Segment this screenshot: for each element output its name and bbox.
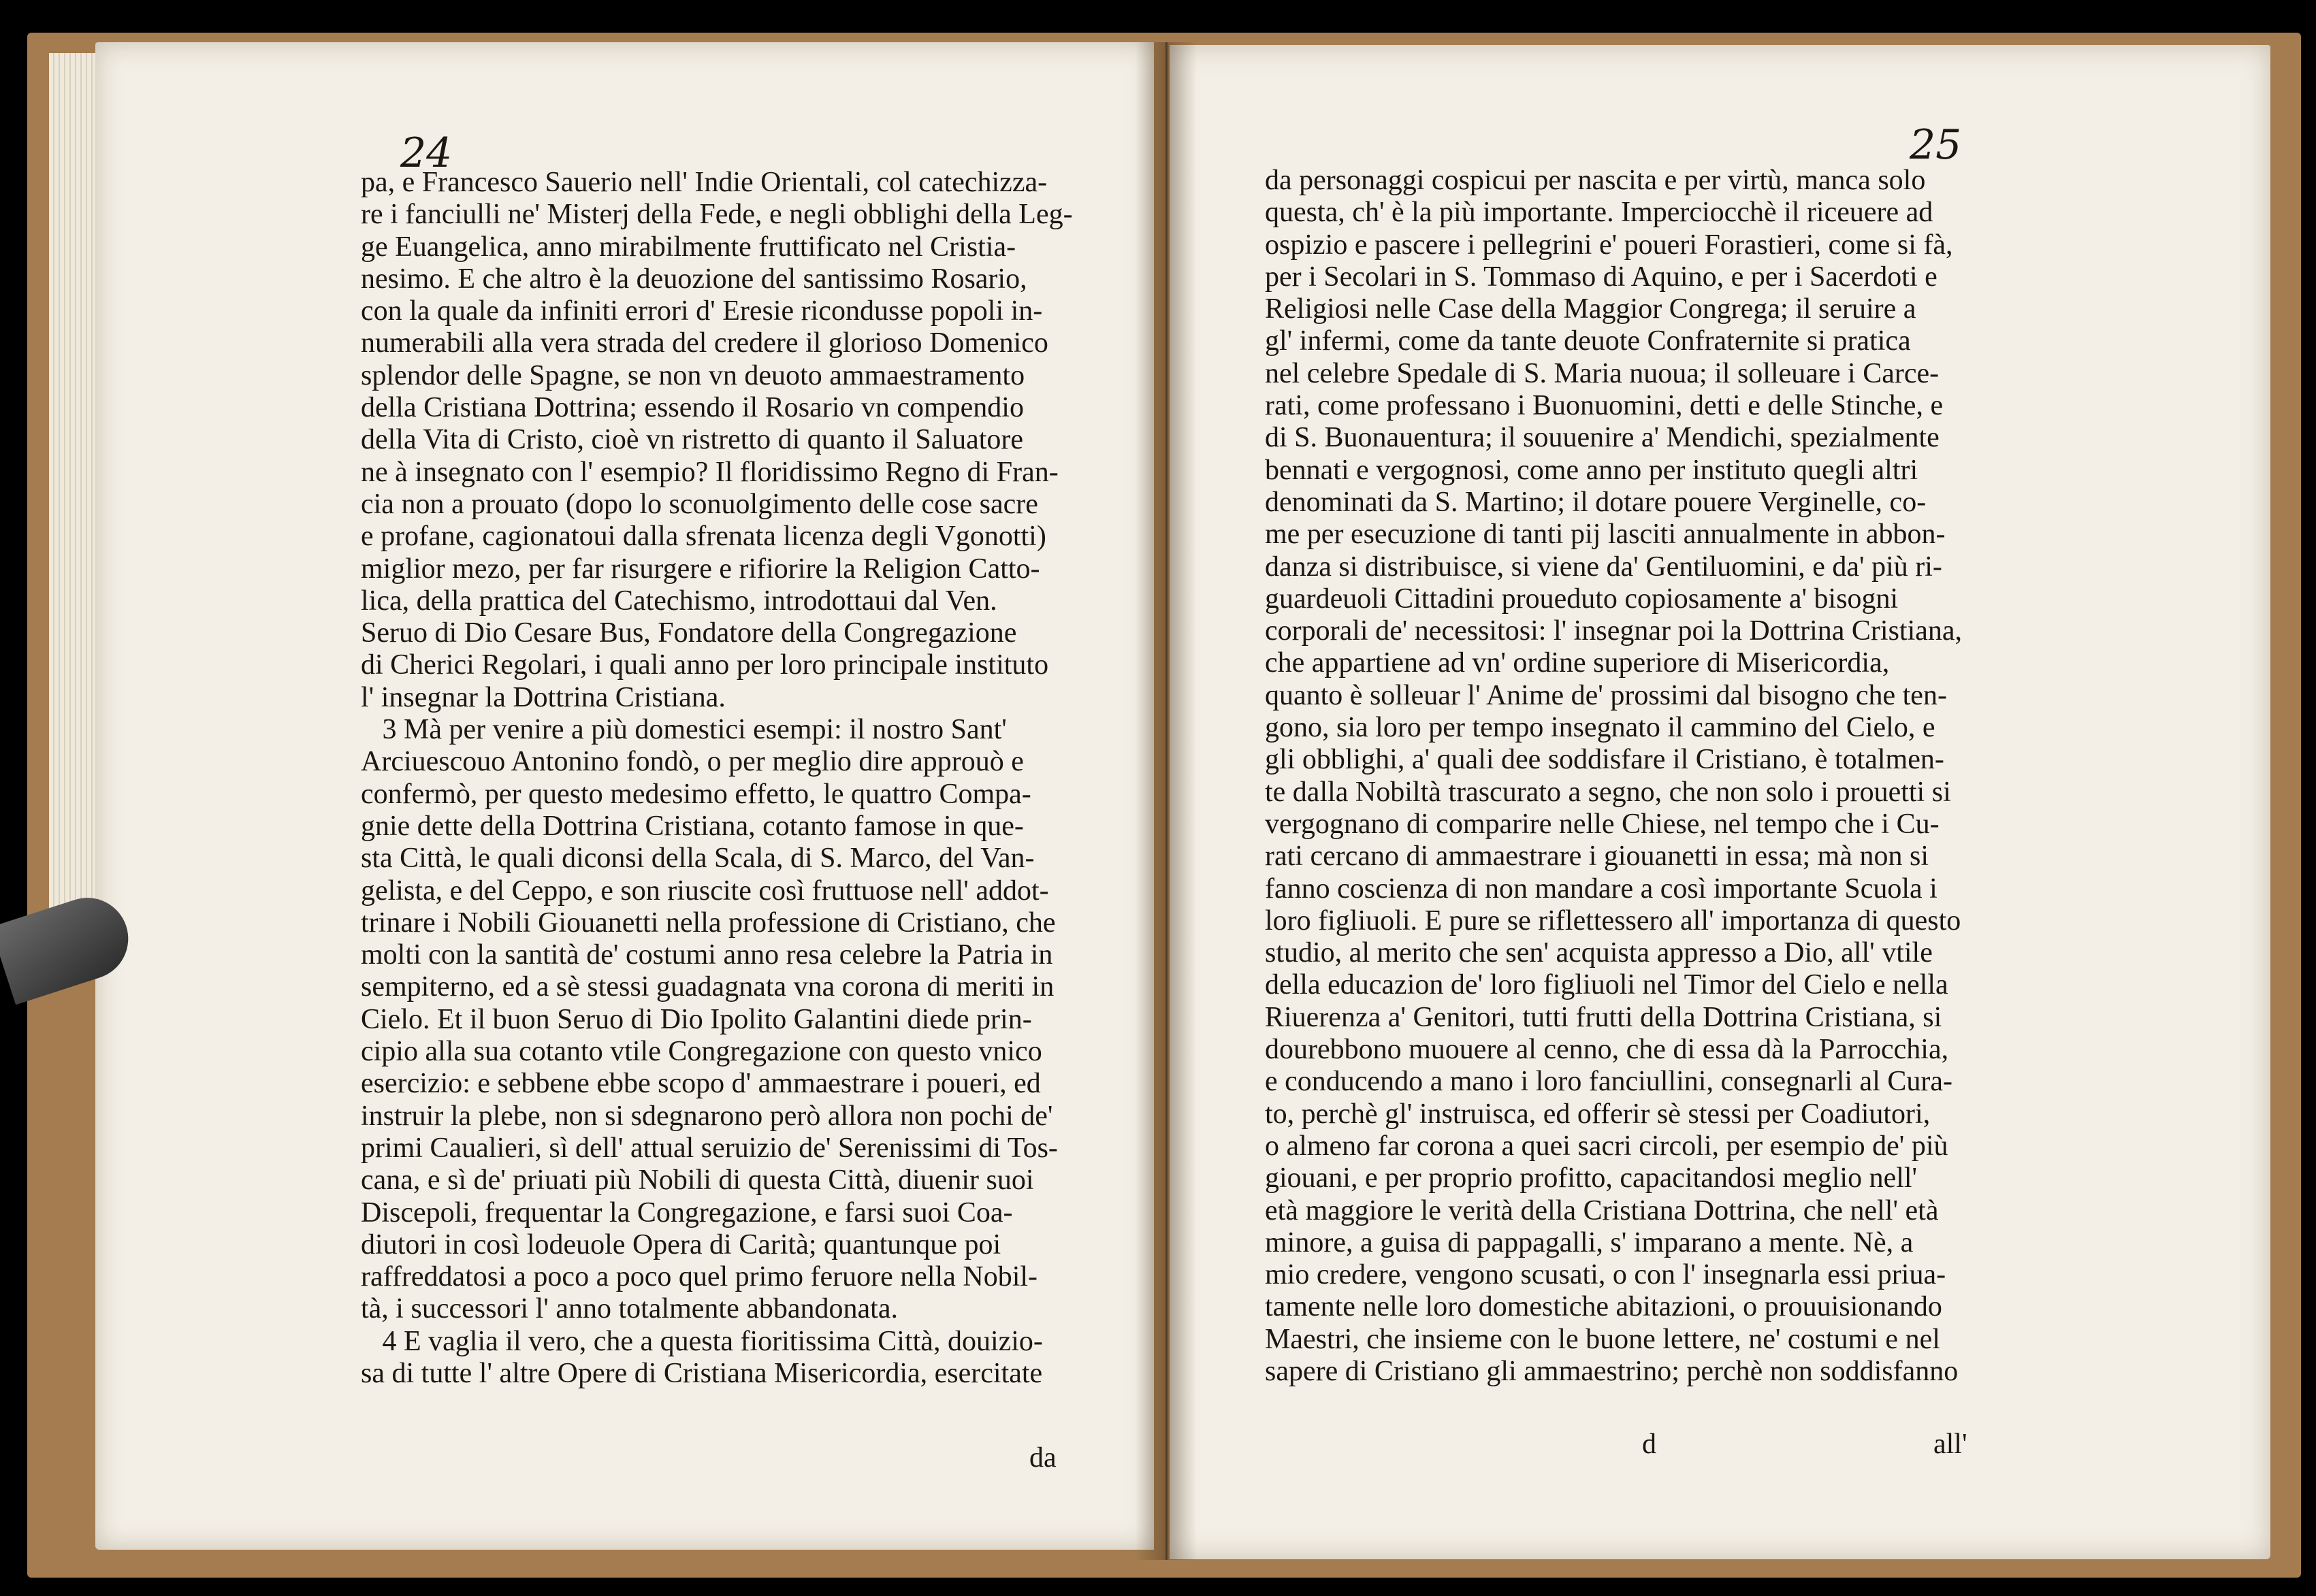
text-line: numerabili alla vera strada del credere il glorioso Domenico	[361, 327, 1048, 359]
text-line: e profane, cagionatoui dalla sfrenata licenza degli Vgonotti)	[361, 521, 1046, 553]
text-line: confermò, per questo medesimo effetto, le quattro Compa-	[361, 778, 1031, 810]
text-line: pa, e Francesco Sauerio nell' Indie Orientali, col catechizza-	[361, 167, 1048, 198]
text-line: tà, i successori l' anno totalmente abbandonata.	[361, 1293, 898, 1325]
text-line: Maestri, che insieme con le buone lettere, ne' costumi e nel	[1265, 1323, 1940, 1355]
text-line: Seruo di Dio Cesare Bus, Fondatore della Congregazione	[361, 617, 1017, 649]
text-line: corporali de' necessitosi: l' insegnar poi la Dottrina Cristiana,	[1265, 615, 1963, 647]
text-line: della Cristiana Dottrina; essendo il Rosario vn compendio	[361, 392, 1024, 424]
text-line: da personaggi cospicui per nascita e per virtù, manca solo	[1265, 165, 1926, 196]
left-page-number: 24	[400, 129, 453, 177]
text-line: gono, sia loro per tempo insegnato il cammino del Cielo, e	[1265, 712, 1935, 744]
text-line: rati cercano di ammaestrare i giouanetti in essa; mà non si	[1265, 841, 1929, 873]
text-line: con la quale da infiniti errori d' Eresie ricondusse popoli in-	[361, 295, 1043, 327]
text-line: molti con la santità de' costumi anno resa celebre la Patria in	[361, 939, 1053, 971]
text-line: ge Euangelica, anno mirabilmente fruttificato nel Cristia-	[361, 231, 1016, 263]
text-line: che appartiene ad vn' ordine superiore di Misericordia,	[1265, 647, 1890, 679]
text-line: o almeno far corona a quei sacri circoli, per esempio de' più	[1265, 1130, 1948, 1162]
text-line: to, perchè gl' instruisca, ed offerir sè stessi per Coadiutori,	[1265, 1098, 1931, 1130]
text-line: gli obblighi, a' quali dee soddisfare il Cristiano, è totalmen-	[1265, 744, 1944, 776]
text-line: sa di tutte l' altre Opere di Cristiana Misericordia, esercitate	[361, 1357, 1043, 1389]
text-line: cia non a prouato (dopo lo sconuolgimento delle cose sacre	[361, 488, 1038, 520]
text-line: per i Secolari in S. Tommaso di Aquino, e per i Sacerdoti e	[1265, 261, 1937, 293]
text-line: fanno coscienza di non mandare a così importante Scuola i	[1265, 873, 1937, 905]
text-line: re i fanciulli ne' Misterj della Fede, e negli obblighi della Leg-	[361, 199, 1073, 231]
right-signature: d	[1642, 1429, 1656, 1460]
book-gutter	[1136, 42, 1197, 1560]
text-line: Discepoli, frequentar la Congregazione, e farsi suoi Coa-	[361, 1196, 1013, 1228]
text-line: esercizio: e sebbene ebbe scopo d' ammaestrare i poueri, ed	[361, 1068, 1041, 1100]
text-line: dourebbono muouere al cenno, che di essa dà la Parrocchia,	[1265, 1034, 1949, 1066]
text-line: rati, come professano i Buonuomini, detti e delle Stinche, e	[1265, 390, 1944, 422]
text-line: quanto è solleuar l' Anime de' prossimi dal bisogno che ten-	[1265, 679, 1947, 711]
text-line: guardeuoli Cittadini proueduto copiosamente a' bisogni	[1265, 583, 1899, 615]
text-line: lica, della prattica del Catechismo, introdottaui dal Ven.	[361, 585, 997, 617]
text-line: sapere di Cristiano gli ammaestrino; perchè non soddisfanno	[1265, 1355, 1959, 1387]
text-line: giouani, e per proprio profitto, capacitandosi meglio nell'	[1265, 1162, 1918, 1194]
text-line: e conducendo a mano i loro fanciullini, consegnarli al Cura-	[1265, 1066, 1952, 1098]
text-line: Religiosi nelle Case della Maggior Congrega; il seruire a	[1265, 293, 1916, 325]
text-line: danza si distribuisce, si viene da' Gentiluomini, e da' più ri-	[1265, 551, 1942, 583]
text-line: di Cherici Regolari, i quali anno per loro principale instituto	[361, 649, 1049, 681]
text-line: Arciuescouo Antonino fondò, o per meglio dire approuò e	[361, 746, 1024, 778]
text-line: miglior mezo, per far risurgere e rifiorire la Religion Catto-	[361, 553, 1040, 585]
text-line: bennati e vergognosi, come anno per instituto quegli altri	[1265, 454, 1918, 486]
text-line: denominati da S. Martino; il dotare pouere Verginelle, co-	[1265, 486, 1927, 518]
text-line: me per esecuzione di tanti pij lasciti annualmente in abbon-	[1265, 519, 1946, 551]
text-line: della Vita di Cristo, cioè vn ristretto di quanto il Saluatore	[361, 424, 1024, 456]
left-catchword: da	[1029, 1442, 1057, 1473]
text-line: età maggiore le verità della Cristiana Dottrina, che nell' età	[1265, 1194, 1939, 1226]
text-line: della educazion de' loro figliuoli nel Timor del Cielo e nella	[1265, 969, 1948, 1001]
text-line: sta Città, le quali diconsi della Scala, di S. Marco, del Van-	[361, 843, 1035, 875]
text-line: di S. Buonauentura; il souuenire a' Mendichi, spezialmente	[1265, 422, 1940, 454]
text-line: 3 Mà per venire a più domestici esempi: il nostro Sant'	[361, 714, 1007, 746]
text-line: primi Caualieri, sì dell' attual seruizio de' Serenissimi di Tos-	[361, 1132, 1058, 1164]
text-line: questa, ch' è la più importante. Imperciocchè il riceuere ad	[1265, 197, 1933, 229]
text-line: l' insegnar la Dottrina Cristiana.	[361, 681, 726, 713]
text-line: 4 E vaglia il vero, che a questa fioritissima Città, douizio-	[361, 1325, 1043, 1357]
text-line: gl' infermi, come da tante deuote Confraternite si pratica	[1265, 325, 1911, 357]
text-line: te dalla Nobiltà trascurato a segno, che non solo i prouetti si	[1265, 776, 1951, 808]
text-line: ospizio e pascere i pellegrini e' poueri Forastieri, come si fà,	[1265, 229, 1953, 261]
text-line: Riuerenza a' Genitori, tutti frutti della Dottrina Cristiana, si	[1265, 1001, 1942, 1033]
text-line: ne à insegnato con l' esempio? Il floridissimo Regno di Fran-	[361, 456, 1059, 488]
text-line: tamente nelle loro domestiche abitazioni, o prouuisionando	[1265, 1291, 1942, 1323]
right-page-text	[1265, 165, 1962, 1388]
text-line: cana, e sì de' priuati più Nobili di questa Città, diuenir suoi	[361, 1165, 1034, 1196]
text-line: mio credere, vengono scusati, o con l' insegnarla essi priua-	[1265, 1259, 1946, 1291]
text-line: studio, al merito che sen' acquista appresso a Dio, all' vtile	[1265, 937, 1933, 969]
left-page-text	[361, 167, 1073, 1390]
text-line: nel celebre Spedale di S. Maria nuoua; il solleuare i Carce-	[1265, 357, 1940, 389]
text-line: instruir la plebe, non si sdegnarono però allora non pochi de'	[361, 1100, 1053, 1132]
text-line: splendor delle Spagne, se non vn deuoto ammaestramento	[361, 359, 1025, 391]
right-catchword: all'	[1933, 1429, 1967, 1460]
text-line: diutori in così lodeuole Opera di Carità; quantunque poi	[361, 1228, 1001, 1260]
text-line: Cielo. Et il buon Seruo di Dio Ipolito Galantini diede prin-	[361, 1003, 1032, 1035]
text-line: sempiterno, ed a sè stessi guadagnata vna corona di meriti in	[361, 971, 1055, 1003]
text-line: cipio alla sua cotanto vtile Congregazione con questo vnico	[361, 1036, 1042, 1068]
page-edges	[49, 53, 98, 951]
text-line: nesimo. E che altro è la deuozione del santissimo Rosario,	[361, 263, 1027, 295]
text-line: gnie dette della Dottrina Cristiana, cotanto famose in que-	[361, 810, 1024, 842]
text-line: loro figliuoli. E pure se riflettessero all' importanza di questo	[1265, 905, 1961, 937]
text-line: raffreddatosi a poco a poco quel primo feruore nella Nobil-	[361, 1261, 1038, 1293]
text-line: gelista, e del Ceppo, e son riuscite così fruttuose nell' addot-	[361, 875, 1049, 907]
text-line: vergognano di comparire nelle Chiese, nel tempo che i Cu-	[1265, 808, 1940, 840]
text-line: minore, a guisa di pappagalli, s' imparano a mente. Nè, a	[1265, 1226, 1914, 1258]
text-line: trinare i Nobili Giouanetti nella professione di Cristiano, che	[361, 907, 1056, 939]
right-page-number: 25	[1910, 121, 1962, 169]
